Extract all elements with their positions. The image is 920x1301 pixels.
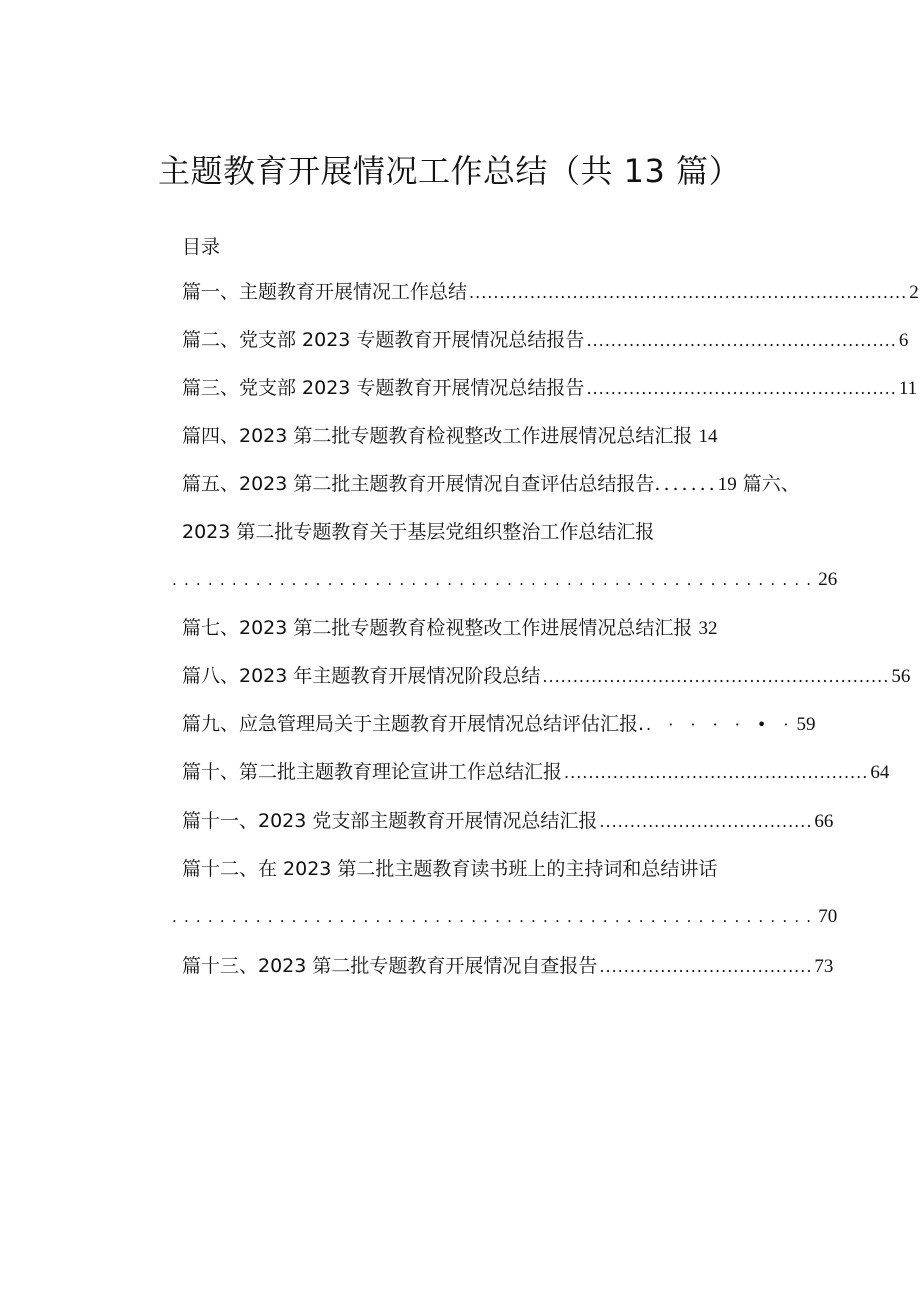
toc-page-number: 26: [818, 569, 838, 590]
toc-page-number: 66: [814, 811, 834, 832]
toc-leader-dots: ...................................................: [586, 331, 897, 350]
toc-entry-label: 篇十二、在 2023 第二批主题教育读书班上的主持词和总结讲话: [182, 858, 718, 880]
toc-entry[interactable]: [182, 613, 778, 643]
toc-entry[interactable]: [182, 469, 800, 499]
toc-entry[interactable]: [182, 709, 816, 739]
toc-page-number: 64: [870, 762, 890, 783]
document-title: 主题教育开展情况工作总结（共 13 篇）: [158, 152, 742, 190]
toc-leader-dots: .......: [654, 473, 718, 495]
toc-entry-label: 篇十三、2023 第二批专题教育开展情况自查报告: [182, 955, 598, 977]
toc-entry-label: 篇十、第二批主题教育理论宣讲工作总结汇报: [182, 761, 563, 783]
toc-entry[interactable]: [182, 951, 834, 981]
toc-entry[interactable]: [182, 517, 778, 547]
toc-entry[interactable]: [182, 854, 778, 884]
toc-leader-dots: ...................................: [599, 812, 813, 831]
toc-page-number: 19: [717, 474, 737, 495]
toc-entry-label: 篇七、2023 第二批专题教育检视整改工作进展情况总结汇报: [182, 617, 699, 639]
toc-leader-dots: ........................................................................: [469, 283, 908, 302]
toc-entry[interactable]: [182, 757, 890, 787]
toc-leader-dots: ......................................................: [172, 908, 819, 926]
toc-entry-label: 篇八、2023 年主题教育开展情况阶段总结: [182, 665, 541, 687]
toc-page-number: 2: [909, 282, 919, 303]
toc-entry[interactable]: [182, 373, 918, 403]
toc-entry-label: 篇十一、2023 党支部主题教育开展情况总结汇报: [182, 810, 598, 832]
toc-page-number: 70: [818, 906, 838, 927]
toc-entry-label: 篇一、主题教育开展情况工作总结: [182, 281, 468, 303]
toc-leader-dots: . · · · · • ·: [646, 715, 795, 734]
toc-leader-dots: ......................................................: [172, 571, 819, 589]
toc-entry-leader-line: [172, 902, 838, 932]
toc-page-number: 32: [698, 618, 718, 639]
toc-page-number: 6: [898, 330, 909, 351]
toc-entry[interactable]: [182, 421, 778, 451]
toc-entry-label-continued: 篇六、: [736, 473, 800, 495]
toc-entry-leader-line: [172, 565, 838, 595]
toc-page-number: 14: [698, 426, 718, 447]
toc-entry-label: 篇四、2023 第二批专题教育检视整改工作进展情况总结汇报: [182, 425, 699, 447]
toc-page-number: 11: [898, 378, 918, 399]
toc-page-number: 59: [796, 714, 816, 735]
toc-entry-label: 篇五、2023 第二批主题教育开展情况自查评估总结报告: [182, 473, 655, 495]
toc-leader-dots: ..................................................: [564, 763, 869, 782]
toc-entry[interactable]: [182, 806, 834, 836]
toc-leader-dots: .........................................................: [542, 667, 890, 686]
toc-entry[interactable]: [182, 277, 919, 307]
toc-entry-label: 篇二、党支部 2023 专题教育开展情况总结报告: [182, 329, 585, 351]
toc-leader-dots: ...................................................: [586, 379, 897, 398]
toc-heading: 目录: [182, 236, 221, 258]
toc-page-number: 73: [814, 956, 834, 977]
toc-entry[interactable]: [182, 661, 911, 691]
toc-entry-label: 篇三、党支部 2023 专题教育开展情况总结报告: [182, 377, 585, 399]
toc-entry-label: 2023 第二批专题教育关于基层党组织整治工作总结汇报: [182, 521, 655, 543]
toc-page-number: 56: [891, 666, 911, 687]
toc-entry-label: 篇九、应急管理局关于主题教育开展情况总结评估汇报.: [182, 713, 645, 735]
toc-leader-dots: ...................................: [599, 957, 813, 976]
toc-entry[interactable]: [182, 325, 909, 355]
